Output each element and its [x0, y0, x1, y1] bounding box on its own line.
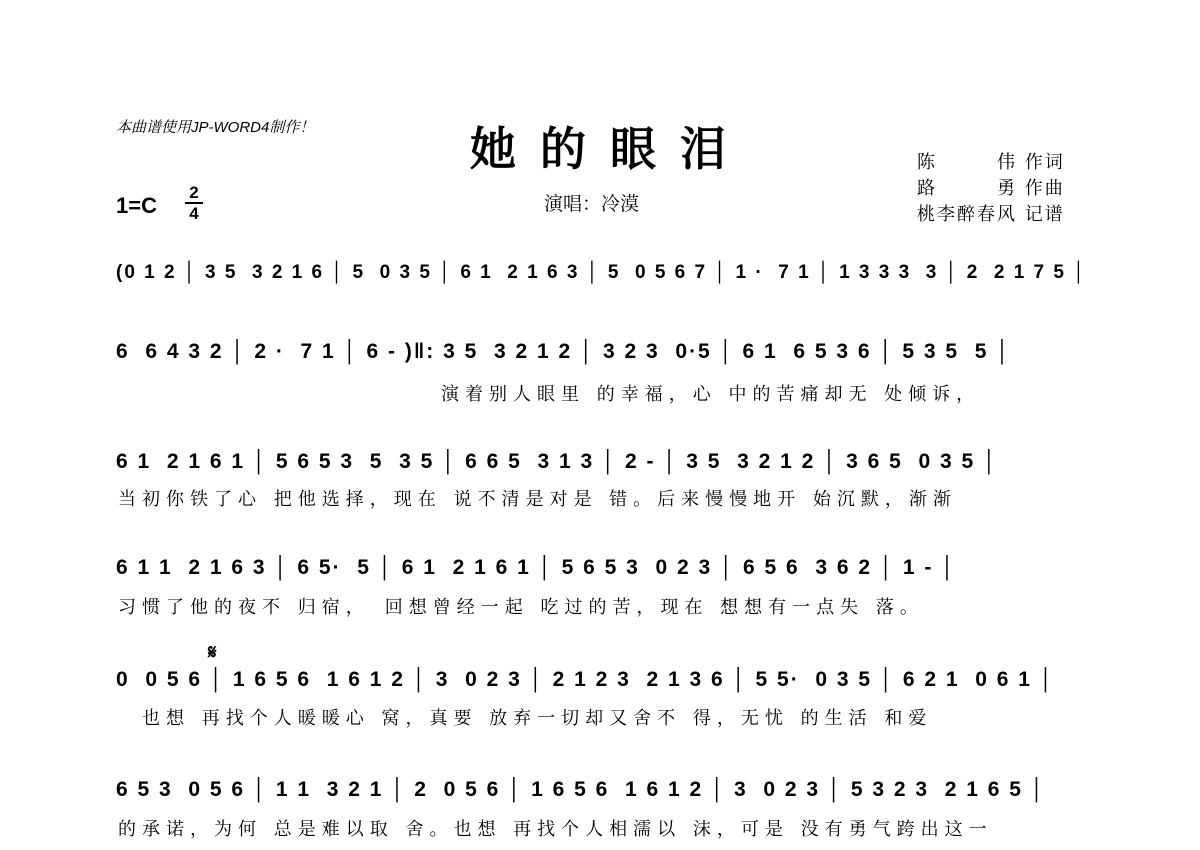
score-line-5: [116, 642, 1091, 738]
time-signature-bottom: 4: [189, 204, 199, 223]
notation: 6 6 4 3 2 │ 2 · 7 1 │ 6 - )‖: 3 5 3 2 1 2 │ 3 2 3 0·5 │ 6 1 6 5 3 6 │ 5 3 5 5 │: [116, 340, 1012, 363]
time-signature: [185, 184, 203, 222]
score-line-3: [116, 450, 1091, 520]
time-signature-top: 2: [189, 183, 199, 202]
song-title: 她 的 眼 泪: [469, 122, 731, 176]
score-line-2: [116, 340, 1091, 410]
score-line-1: [116, 262, 1091, 302]
segno-sign: 𝄋: [208, 642, 217, 664]
notation: 0 0 5 6 │ 1 6 5 6 1 6 1 2 │ 3 0 2 3 │ 2 1 2 3 2 1 3 6 │ 5 5· 0 3 5 │ 6 2 1 0 6 1 │: [116, 668, 1055, 691]
lyrics: 习惯了他的夜不 归宿， 回想曾经一起 吃过的苦，现在 想想有一点失 落。: [118, 597, 924, 618]
composer-credit: 路 勇 作曲: [917, 178, 1065, 199]
lyrics: 当初你铁了心 把他选择，现在 说不清是对是 错。后来慢慢地开 始沉默，渐渐: [118, 489, 957, 510]
credits: [917, 150, 1065, 228]
lyrics: 也想 再找个人暖暖心 窝，真要 放弃一切却又舍不 得，无忧 的生活 和爱: [118, 708, 933, 729]
singer: 演唱：冷漠: [544, 193, 640, 215]
lyrics: 的承诺，为何 总是难以取 舍。也想 再找个人相濡以 沫，可是 没有勇气跨出这一: [118, 819, 993, 840]
lyricist-credit: 陈 伟 作词: [917, 152, 1065, 173]
notation: (0 1 2 │ 3 5 3 2 1 6 │ 5 0 3 5 │ 6 1 2 1 6 3 │ 5 0 5 6 7 │ 1 · 7 1 │ 1 3 3 3 3 │ 2 2 1 7 5 │: [116, 262, 1088, 283]
notation: 6 5 3 0 5 6 │ 1 1 3 2 1 │ 2 0 5 6 │ 1 6 5 6 1 6 1 2 │ 3 0 2 3 │ 5 3 2 3 2 1 6 5 │: [116, 778, 1046, 801]
key-signature: 1=C: [116, 193, 157, 218]
transcriber-credit: 桃李醉春风 记谱: [917, 204, 1065, 225]
score-line-6: [116, 778, 1091, 848]
notation: 6 1 1 2 1 6 3 │ 6 5· 5 │ 6 1 2 1 6 1 │ 5 6 5 3 0 2 3 │ 6 5 6 3 6 2 │ 1 - │: [116, 556, 957, 579]
software-credit: 本曲谱使用JP-WORD4制作！: [116, 119, 315, 136]
score-line-4: [116, 556, 1091, 626]
lyrics: 演着别人眼里 的幸福，心 中的苦痛却无 处倾诉，: [441, 384, 981, 405]
notation: 6 1 2 1 6 1 │ 5 6 5 3 5 3 5 │ 6 6 5 3 1 3 │ 2 - │ 3 5 3 2 1 2 │ 3 6 5 0 3 5 │: [116, 450, 999, 473]
